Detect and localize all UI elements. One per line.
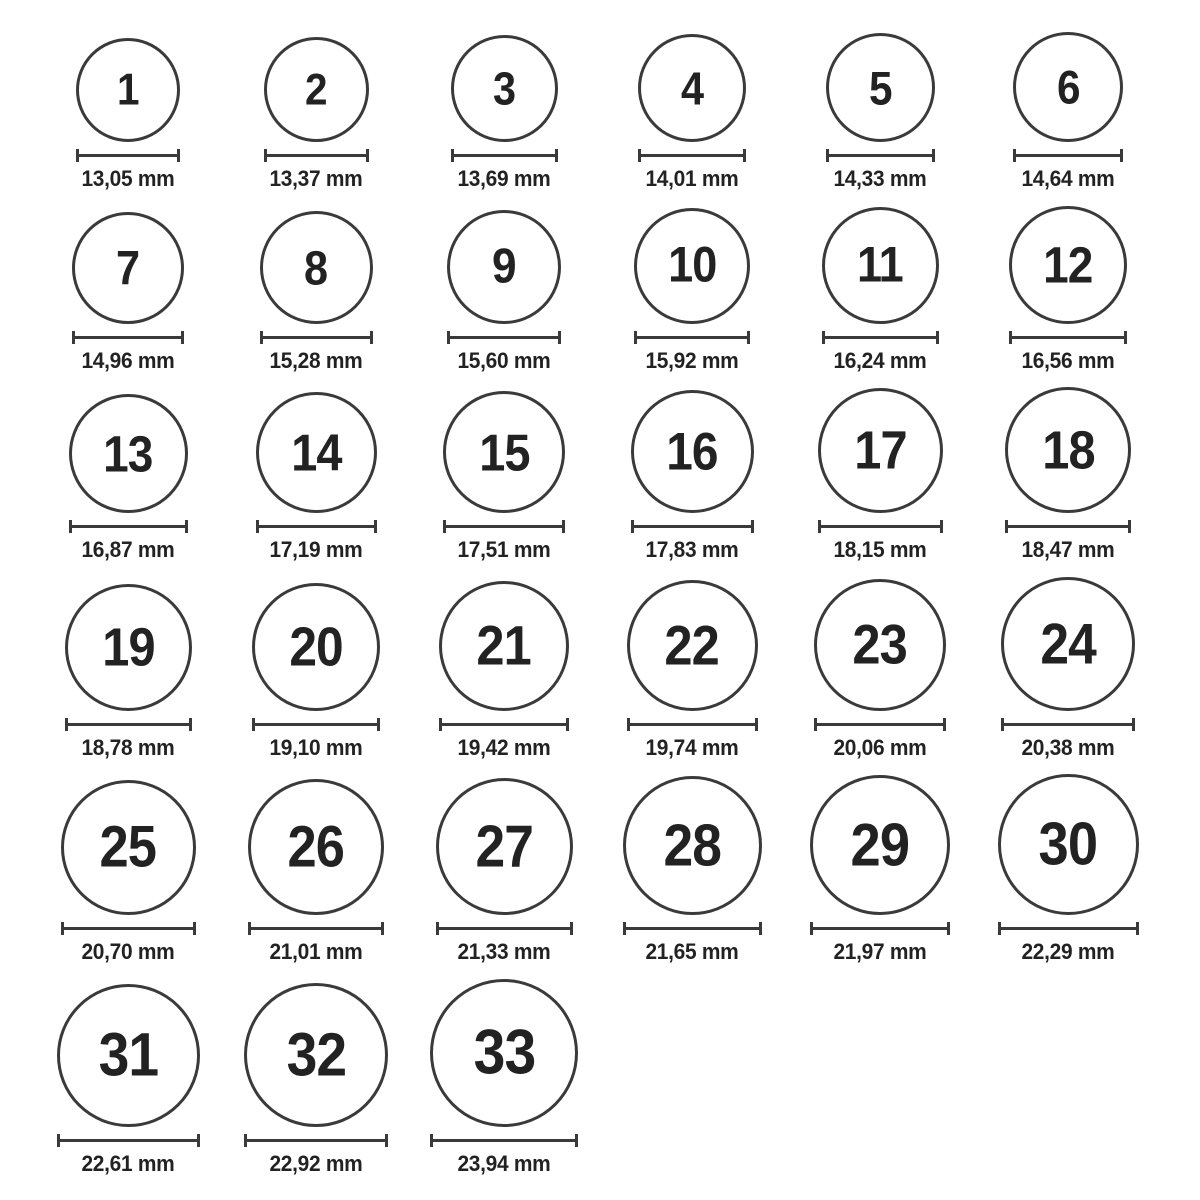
ring-size-number: 7 <box>116 240 140 295</box>
size-cell <box>222 211 410 373</box>
size-cell <box>222 392 410 562</box>
size-cell <box>786 579 974 760</box>
ring-size-number: 31 <box>98 1020 158 1089</box>
size-cell <box>598 34 786 191</box>
size-cell <box>786 775 974 964</box>
ring-size-number: 16 <box>666 421 718 482</box>
ring-size-circle <box>244 983 388 1127</box>
size-cell <box>410 210 598 373</box>
size-cell <box>598 776 786 964</box>
diameter-label: 20,06 mm <box>833 734 927 760</box>
ring-size-number: 21 <box>476 613 532 677</box>
ring-size-circle <box>61 780 196 915</box>
diameter-measure-line <box>1009 331 1127 344</box>
diameter-measure-line <box>638 149 746 162</box>
ring-size-circle <box>65 584 192 711</box>
diameter-label: 19,74 mm <box>645 734 739 760</box>
size-cell <box>974 32 1162 191</box>
ring-size-number: 22 <box>664 612 720 677</box>
diameter-label: 21,01 mm <box>269 939 363 965</box>
diameter-label: 21,65 mm <box>645 939 739 965</box>
ring-size-number: 18 <box>1041 419 1095 481</box>
ring-size-circle <box>1009 206 1127 324</box>
diameter-measure-line <box>814 718 946 731</box>
ring-size-number: 24 <box>1040 610 1096 676</box>
diameter-label: 22,61 mm <box>81 1150 175 1176</box>
size-cell <box>222 583 410 760</box>
diameter-label: 17,51 mm <box>457 537 551 563</box>
ring-size-circle <box>631 390 754 513</box>
ring-size-number: 14 <box>290 423 342 482</box>
diameter-label: 18,78 mm <box>81 734 175 760</box>
size-cell <box>786 207 974 373</box>
diameter-measure-line <box>443 520 565 533</box>
size-cell <box>34 780 222 964</box>
ring-size-number: 30 <box>1038 810 1098 878</box>
ring-size-circle <box>72 212 184 324</box>
ring-size-circle <box>638 34 746 142</box>
ring-size-number: 2 <box>305 64 327 114</box>
size-row <box>34 577 1180 760</box>
diameter-measure-line <box>256 520 377 533</box>
size-row <box>34 774 1180 964</box>
ring-size-circle <box>252 583 380 711</box>
ring-size-circle <box>76 38 180 142</box>
size-cell <box>222 983 410 1176</box>
ring-size-number: 9 <box>492 238 516 294</box>
size-cell <box>598 390 786 562</box>
ring-size-circle <box>1013 32 1123 142</box>
diameter-label: 23,94 mm <box>457 1150 551 1176</box>
diameter-label: 13,05 mm <box>81 166 175 191</box>
size-cell <box>410 778 598 964</box>
ring-size-number: 32 <box>286 1019 346 1089</box>
ring-size-circle <box>822 207 939 324</box>
ring-size-circle <box>1005 387 1131 513</box>
ring-size-circle <box>814 579 946 711</box>
ring-size-circle <box>810 775 950 915</box>
diameter-label: 22,29 mm <box>1021 939 1115 965</box>
diameter-measure-line <box>430 1134 578 1147</box>
diameter-label: 13,37 mm <box>269 166 363 191</box>
size-row <box>34 387 1180 562</box>
size-cell <box>34 38 222 191</box>
ring-size-circle <box>818 388 943 513</box>
size-cell <box>222 37 410 191</box>
diameter-label: 15,92 mm <box>645 347 739 373</box>
size-cell <box>974 387 1162 562</box>
diameter-measure-line <box>65 718 192 731</box>
ring-size-circle <box>634 208 750 324</box>
size-cell <box>974 577 1162 760</box>
ring-size-number: 3 <box>492 62 516 115</box>
size-cell <box>598 208 786 373</box>
diameter-label: 18,15 mm <box>833 537 927 563</box>
ring-size-circle <box>57 984 200 1127</box>
diameter-label: 17,19 mm <box>269 537 363 563</box>
size-cell <box>598 580 786 760</box>
ring-size-number: 12 <box>1043 235 1093 294</box>
ring-size-circle <box>998 774 1139 915</box>
size-cell <box>222 779 410 964</box>
ring-size-circle <box>826 33 935 142</box>
ring-size-circle <box>623 776 762 915</box>
diameter-measure-line <box>810 922 950 935</box>
diameter-label: 14,64 mm <box>1021 166 1115 191</box>
diameter-label: 17,83 mm <box>645 537 739 563</box>
ring-size-number: 23 <box>852 612 908 676</box>
ring-size-circle <box>443 391 565 513</box>
diameter-label: 15,60 mm <box>457 347 551 373</box>
ring-size-circle <box>439 581 569 711</box>
diameter-measure-line <box>1001 718 1135 731</box>
diameter-label: 20,38 mm <box>1021 734 1115 760</box>
ring-size-circle <box>69 394 188 513</box>
ring-size-number: 27 <box>475 812 533 880</box>
size-cell <box>786 388 974 562</box>
diameter-measure-line <box>57 1134 200 1147</box>
ring-size-number: 4 <box>680 61 704 115</box>
size-row <box>34 206 1180 373</box>
diameter-measure-line <box>61 922 196 935</box>
diameter-measure-line <box>264 149 369 162</box>
diameter-label: 14,33 mm <box>833 166 927 191</box>
diameter-label: 20,70 mm <box>81 939 175 965</box>
diameter-measure-line <box>627 718 758 731</box>
ring-size-number: 33 <box>473 1016 535 1088</box>
ring-size-number: 20 <box>289 615 343 678</box>
ring-size-number: 8 <box>304 240 328 295</box>
diameter-label: 19,10 mm <box>269 734 363 760</box>
diameter-measure-line <box>248 922 384 935</box>
diameter-measure-line <box>998 922 1139 935</box>
diameter-label: 14,96 mm <box>81 347 175 373</box>
diameter-label: 13,69 mm <box>457 166 551 191</box>
diameter-measure-line <box>1013 149 1123 162</box>
ring-size-number: 29 <box>850 810 910 879</box>
diameter-measure-line <box>822 331 939 344</box>
ring-size-circle <box>248 779 384 915</box>
ring-size-number: 11 <box>857 236 903 293</box>
ring-size-circle <box>451 35 558 142</box>
diameter-measure-line <box>447 331 561 344</box>
diameter-label: 22,92 mm <box>269 1150 363 1176</box>
size-cell <box>410 979 598 1176</box>
size-row <box>34 32 1180 191</box>
diameter-measure-line <box>72 331 184 344</box>
size-cell <box>974 206 1162 373</box>
diameter-measure-line <box>260 331 373 344</box>
ring-size-circle <box>264 37 369 142</box>
diameter-measure-line <box>631 520 754 533</box>
diameter-measure-line <box>252 718 380 731</box>
diameter-measure-line <box>1005 520 1131 533</box>
size-cell <box>786 33 974 191</box>
diameter-label: 18,47 mm <box>1021 537 1115 563</box>
diameter-measure-line <box>439 718 569 731</box>
diameter-label: 19,42 mm <box>457 734 551 760</box>
diameter-measure-line <box>244 1134 388 1147</box>
diameter-measure-line <box>818 520 943 533</box>
diameter-measure-line <box>634 331 750 344</box>
size-cell <box>34 394 222 562</box>
size-cell <box>974 774 1162 964</box>
size-row <box>34 979 1180 1176</box>
ring-size-circle <box>256 392 377 513</box>
size-cell <box>34 212 222 373</box>
ring-size-number: 26 <box>287 813 345 880</box>
ring-size-circle <box>447 210 561 324</box>
ring-size-number: 6 <box>1056 60 1080 114</box>
ring-size-number: 1 <box>117 64 139 115</box>
diameter-label: 16,56 mm <box>1021 347 1115 373</box>
size-cell <box>34 984 222 1176</box>
ring-size-number: 15 <box>478 422 530 482</box>
ring-size-number: 5 <box>868 60 892 115</box>
ring-size-number: 13 <box>103 425 153 483</box>
diameter-label: 14,01 mm <box>645 166 739 191</box>
diameter-measure-line <box>451 149 558 162</box>
ring-size-number: 17 <box>853 420 907 481</box>
ring-size-number: 10 <box>667 237 717 293</box>
diameter-label: 16,87 mm <box>81 537 175 563</box>
diameter-label: 21,33 mm <box>457 939 551 965</box>
diameter-measure-line <box>436 922 573 935</box>
size-cell <box>34 584 222 760</box>
ring-size-circle <box>627 580 758 711</box>
ring-size-circle <box>436 778 573 915</box>
ring-size-circle <box>1001 577 1135 711</box>
ring-size-circle <box>430 979 578 1127</box>
ring-size-number: 28 <box>663 811 721 879</box>
ring-size-number: 25 <box>99 814 157 880</box>
diameter-label: 15,28 mm <box>269 347 363 373</box>
diameter-measure-line <box>69 520 188 533</box>
diameter-label: 16,24 mm <box>833 347 927 373</box>
size-cell <box>410 35 598 191</box>
diameter-label: 21,97 mm <box>833 939 927 965</box>
ring-size-number: 19 <box>101 617 155 678</box>
diameter-measure-line <box>826 149 935 162</box>
size-cell <box>410 391 598 562</box>
ring-size-circle <box>260 211 373 324</box>
diameter-measure-line <box>76 149 180 162</box>
diameter-measure-line <box>623 922 762 935</box>
size-cell <box>410 581 598 760</box>
